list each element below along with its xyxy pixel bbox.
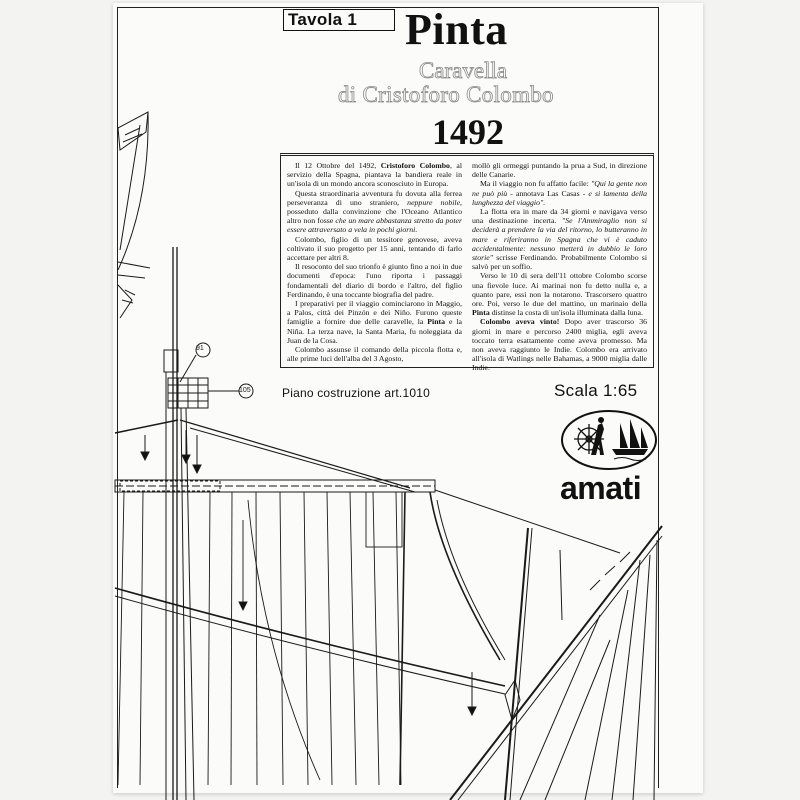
- article-paragraph: Colombo, figlio di un tessitore genovese, aveva coltivato il suo progetto per 15 anni, tentando di farlo accettare per altri 8.: [287, 234, 462, 263]
- text-column-right: [472, 161, 648, 373]
- article-paragraph: Ma il viaggio non fu affatto facile: "Qui la gente non ne può più - annotava Las Casas - e si lamenta della lunghezza del viaggio".: [472, 179, 647, 207]
- plan-reference-label: Piano costruzione art.1010: [282, 386, 430, 400]
- plate-label: Tavola 1: [283, 9, 395, 31]
- article-paragraph: Colombo aveva vinto! Dopo aver trascorso 36 giorni in mare e percorso 2400 miglia, egli aveva toccato terra esattamente come aveva promesso. Ma non aveva raggiunto le Indie. Colombo era arrivato all'isola di Watlings nelle Bahamas, a 9000 miglia dalle Indie.: [472, 317, 647, 373]
- scale-label: Scala 1:65: [554, 381, 638, 400]
- subtitle-line-2: di Cristoforo Colombo: [338, 82, 554, 107]
- page-title: Pinta: [405, 5, 508, 54]
- fore-rigging-drawing: [430, 492, 662, 800]
- article-paragraph: Il 12 Ottobre del 1492, Cristoforo Colombo, al servizio della Spagna, piantava la bandiera reale in un'isola di un mondo ancora sconosciuto in Europa.: [287, 161, 462, 189]
- article-paragraph: mollò gli ormeggi puntando la prua a Sud, in direzione delle Canarie.: [472, 161, 647, 180]
- text-column-left: [287, 161, 462, 364]
- sailing-ship-helm-emblem-icon: [560, 409, 658, 471]
- main-mast-drawing: [164, 247, 208, 800]
- article-paragraph: La flotta era in mare da 34 giorni e navigava verso una destinazione incerta. "Se l'Ammiraglio non si deciderà a prendere la via del ritorno, lo butteranno in mare e riferiranno in Spagna che vi è caduto accidentalmente: nessuno metterà in dubbio le loro storie" scrisse Ferdinando. Probabilmente Colombo si salvò per un soffio.: [472, 207, 648, 272]
- sail-drawing: [118, 492, 405, 785]
- callout-91: 91: [196, 345, 204, 352]
- article-paragraph: I preparativi per il viaggio cominciarono in Maggio, a Palos, città dei Pinzón e dei Niño. Furono queste famiglie a fornire due delle caravelle, la Pinta e la Niña. La terza nave, la Santa Maria, fu noleggiata da Juan de la Cosa.: [287, 299, 462, 345]
- article-paragraph: Verso le 10 di sera dell'11 ottobre Colombo scorse una fievole luce. Ai marinai non fu detto nulla e, a quanto pare, essi non la notarono. Trascorsero quattro ore. Poi, verso le due del mattino, un marinaio della Pinta distinse la costa di un'isola illuminata dalla luna.: [472, 271, 647, 318]
- history-text-box: [280, 153, 654, 373]
- main-yard-drawing: [115, 480, 620, 553]
- subtitle-line-1: Caravella: [419, 58, 508, 83]
- brand-logo-text: amati: [560, 470, 642, 506]
- article-paragraph: Questa straordinaria avventura fu dovuta alla ferrea perseveranza di uno straniero, neppure nobile, posseduto dalla convinzione che l'Oceano Atlantico altro non fosse che un mare abbastanza stretto da poter essere attraversato a vela in pochi giorni.: [287, 188, 462, 235]
- article-paragraph: Colombo assunse il comando della piccola flotta e, alle prime luci dell'alba del 3 Agosto,: [287, 345, 462, 364]
- article-paragraph: Il resoconto del suo trionfo è giunto fino a noi in due documenti d'epoca: l'uno riporta i passaggi fondamentali del diario di bordo e l'altro, del figlio Ferdinando, è una toccante biografia del padre.: [287, 262, 462, 299]
- year-label: 1492: [432, 112, 504, 152]
- stern-fragment-drawing: [118, 112, 150, 318]
- callout-105: 105: [239, 387, 251, 394]
